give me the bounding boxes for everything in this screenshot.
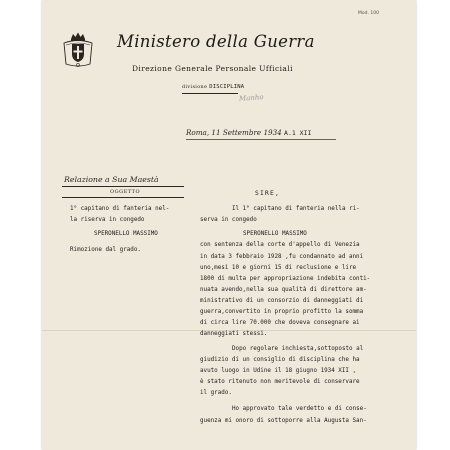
pencil-annotation: Manho <box>238 93 264 103</box>
recipient-heading: Relazione a Sua Maestà <box>64 175 159 184</box>
divider <box>182 93 238 94</box>
model-number: Mod. 100 <box>358 11 379 16</box>
body-line: nuata avendo,nella sua qualità di direttore am- <box>200 287 367 293</box>
subject-name: SPERONELLO MASSIMO <box>94 231 158 237</box>
paper-fold <box>42 330 416 331</box>
royal-crest-icon <box>60 30 96 68</box>
division-prefix: divisione <box>182 85 208 90</box>
date-underline <box>186 139 336 140</box>
ministry-title: Ministero della Guerra <box>117 32 315 51</box>
body-line: è stato ritenuto non meritevole di conservare <box>200 379 360 385</box>
divider <box>62 197 184 198</box>
handwritten-date: Roma, 11 Settembre 1934 <box>186 128 282 137</box>
subject-line: Rimozione dal grado. <box>70 247 141 253</box>
body-line: con sentenza della corte d'appello di Venezia <box>200 242 360 248</box>
body-line: di circa lire 70.000 che doveva consegnare ai <box>200 320 360 326</box>
body-line: Il 1° capitano di fanteria nella ri- <box>232 206 360 212</box>
body-line: il grado. <box>200 390 232 396</box>
body-name: SPERONELLO MASSIMO <box>243 231 307 237</box>
subject-line: 1° capitano di fanteria nel- <box>70 206 170 212</box>
body-line: Ho approvato tale verdetto e di conse- <box>232 406 367 412</box>
body-line: 1800 di multa per appropriazione indebita conti- <box>200 276 371 282</box>
body-line: giudizio di un consiglio di disciplina che ha <box>200 357 360 363</box>
body-line: avuto luogo in Udine il 18 giugno 1934 XII , <box>200 368 357 374</box>
divider <box>62 186 184 187</box>
body-line: in data 3 febbraio 1928 ,fu condannato ad anni <box>200 254 364 260</box>
division-name: DISCIPLINA <box>209 84 245 90</box>
body-line: serva in congedo <box>200 217 257 223</box>
typed-year: A.1 XII <box>284 129 312 137</box>
division-line <box>182 84 244 90</box>
salutation: SIRE, <box>255 190 280 197</box>
body-line: Dopo regolare inchiesta,sottoposto al <box>232 346 364 352</box>
body-line: uno,mesi 10 e giorni 15 di reclusione e lire <box>200 265 357 271</box>
date-line <box>186 128 311 137</box>
document-sheet <box>42 0 416 450</box>
body-line: danneggiati stessi. <box>200 331 268 337</box>
subject-label: OGGETTO <box>110 189 141 195</box>
direction-title: Direzione Generale Personale Ufficiali <box>132 64 293 73</box>
body-line: ministrativo di un consorzio di danneggiati di <box>200 298 364 304</box>
subject-line: la riserva in congedo <box>70 217 145 223</box>
body-line: guenza mi onoro di sottoporre alla Augusta San- <box>200 418 367 424</box>
body-line: guerra,convertito in proprio profitto la somma <box>200 309 364 315</box>
